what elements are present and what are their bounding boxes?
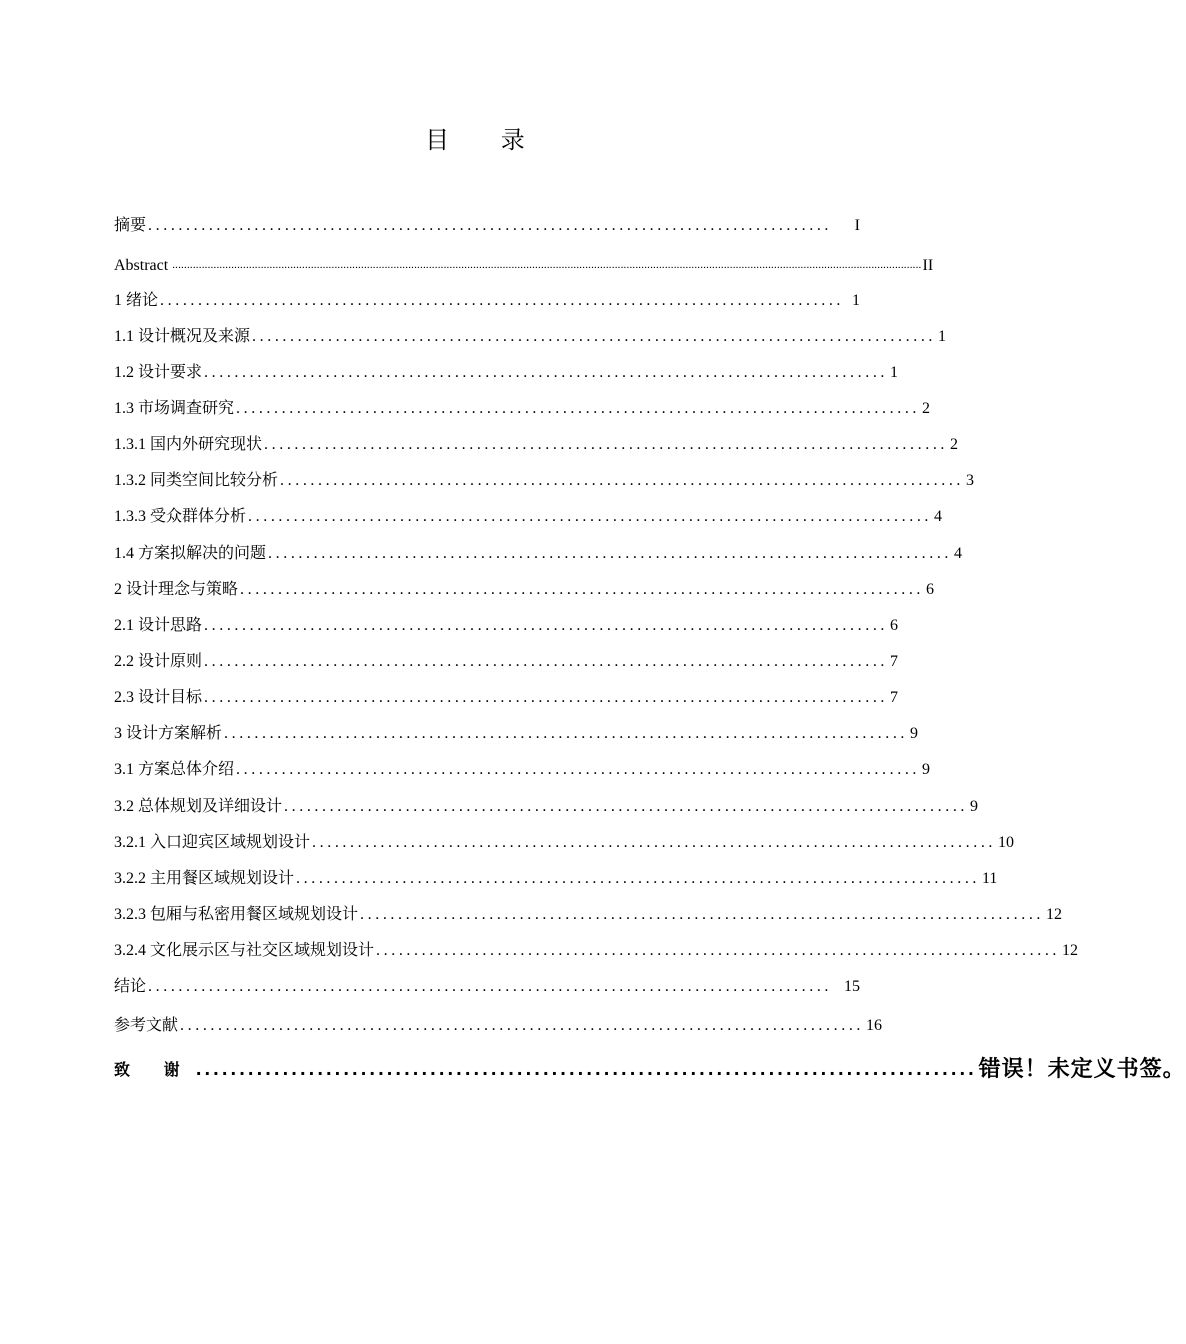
toc-entry-label: 参考文献	[114, 1017, 179, 1034]
toc-entry-page: 3	[966, 472, 975, 489]
dot-leader: ..........................................................................................	[204, 653, 889, 670]
toc-entry[interactable]	[114, 865, 998, 889]
dot-leader: ..........................................................................................	[236, 761, 921, 778]
toc-entry-label: 1.3.2 同类空间比较分析	[114, 472, 279, 489]
toc-entry-label: 3.1 方案总体介绍	[114, 761, 235, 778]
toc-entry-page: 2	[922, 400, 931, 417]
dot-leader: ..........................................................................................	[204, 689, 889, 706]
dot-leader: ..........................................................................................	[376, 942, 1061, 959]
dot-leader: ..........................................................................................	[204, 364, 889, 381]
dot-leader: ..........................................................................................	[160, 292, 845, 309]
dot-leader: ..........................................................................................	[264, 436, 949, 453]
dot-leader: ..........................................................................................	[296, 870, 981, 887]
toc-entry-page: 2	[950, 436, 959, 453]
toc-entry[interactable]	[114, 829, 1015, 853]
dot-leader: ..........................................................................................	[148, 978, 833, 995]
toc-entry-page: 4	[954, 545, 963, 562]
dot-leader: ..........................................................................................	[284, 798, 969, 815]
toc-title: 目 录	[425, 126, 547, 154]
toc-entry-page: 7	[890, 689, 899, 706]
toc-entry-label: 1.3.3 受众群体分析	[114, 508, 247, 525]
toc-entry-page: 15	[844, 978, 860, 995]
toc-entry-page: 9	[910, 725, 919, 742]
dot-leader: ..............................................................................................................................................................................................................................................................	[172, 259, 922, 271]
toc-entry-label: 1.3.1 国内外研究现状	[114, 436, 263, 453]
toc-entry-page: 4	[934, 508, 943, 525]
toc-entry[interactable]	[114, 212, 860, 236]
toc-entry-page: II	[922, 257, 934, 274]
toc-entry-acknowledgements[interactable]	[114, 1052, 1186, 1082]
dot-leader: ..........................................................................................	[195, 1060, 977, 1079]
toc-entry[interactable]	[114, 793, 979, 817]
toc-entry-page: 7	[890, 653, 899, 670]
toc-entry-label: 2.3 设计目标	[114, 689, 203, 706]
dot-leader: ..........................................................................................	[312, 834, 997, 851]
toc-entry[interactable]	[114, 359, 899, 383]
toc-entry-page: 16	[866, 1017, 883, 1034]
toc-entry-page: 11	[982, 870, 998, 887]
toc-entry-label: Abstract	[114, 257, 169, 274]
toc-entry[interactable]	[114, 973, 860, 997]
dot-leader: ..........................................................................................	[248, 508, 933, 525]
toc-entry[interactable]	[114, 1012, 883, 1036]
toc-entry-label: 1.1 设计概况及来源	[114, 328, 251, 345]
toc-entry[interactable]	[114, 612, 899, 636]
dot-leader: ..........................................................................................	[236, 400, 921, 417]
toc-entry-label: 1.3 市场调查研究	[114, 400, 235, 417]
toc-entry-label: 2.2 设计原则	[114, 653, 203, 670]
toc-entry-label: 1 绪论	[114, 292, 159, 309]
dot-leader: ..........................................................................................	[280, 472, 965, 489]
toc-entry-page: 9	[922, 761, 931, 778]
toc-entry[interactable]	[114, 756, 931, 780]
toc-entry-page: 1	[852, 292, 860, 309]
toc-entry[interactable]	[114, 503, 943, 527]
toc-entry-page: 1	[938, 328, 947, 345]
toc-entry-page: 6	[890, 617, 899, 634]
toc-entry-label: 1.4 方案拟解决的问题	[114, 545, 267, 562]
toc-entry[interactable]	[114, 252, 934, 276]
toc-entry[interactable]	[114, 648, 899, 672]
dot-leader: ..........................................................................................	[268, 545, 953, 562]
dot-leader: ..........................................................................................	[240, 581, 925, 598]
toc-entry-page: 1	[890, 364, 899, 381]
toc-entry-label: 结论	[114, 978, 147, 995]
toc-entry[interactable]	[114, 431, 959, 455]
dot-leader: ..........................................................................................	[252, 328, 937, 345]
toc-entry-label: 3.2.1 入口迎宾区域规划设计	[114, 834, 311, 851]
dot-leader: ..........................................................................................	[148, 217, 833, 234]
toc-entry[interactable]	[114, 323, 947, 347]
toc-entry-label: 2 设计理念与策略	[114, 581, 239, 598]
toc-entry[interactable]	[114, 287, 860, 311]
toc-entry[interactable]	[114, 901, 1063, 925]
toc-entry-label: 1.2 设计要求	[114, 364, 203, 381]
toc-entry[interactable]	[114, 467, 975, 491]
toc-entry[interactable]	[114, 576, 935, 600]
toc-entry-page: 9	[970, 798, 979, 815]
dot-leader: ..........................................................................................	[360, 906, 1045, 923]
dot-leader: ..........................................................................................	[180, 1017, 865, 1034]
dot-leader: ..........................................................................................	[224, 725, 909, 742]
toc-entry-label: 3.2 总体规划及详细设计	[114, 798, 283, 815]
toc-entry-label: 3 设计方案解析	[114, 725, 223, 742]
toc-entry-label: 2.1 设计思路	[114, 617, 203, 634]
toc-entry[interactable]	[114, 720, 919, 744]
dot-leader: ..........................................................................................	[204, 617, 889, 634]
toc-entry-page: 6	[926, 581, 935, 598]
toc-entry[interactable]	[114, 937, 1079, 961]
toc-entry[interactable]	[114, 684, 899, 708]
toc-entry-label: 3.2.2 主用餐区域规划设计	[114, 870, 295, 887]
toc-entry[interactable]	[114, 395, 931, 419]
toc-entry-page: I	[854, 217, 860, 234]
toc-entry-label: 3.2.4 文化展示区与社交区域规划设计	[114, 942, 375, 959]
toc-entry-page: 12	[1046, 906, 1063, 923]
toc-entry-label: 3.2.3 包厢与私密用餐区域规划设计	[114, 906, 359, 923]
toc-entry[interactable]	[114, 540, 963, 564]
toc-entry-label: 摘要	[114, 217, 147, 234]
toc-entry-page: 12	[1062, 942, 1079, 959]
bookmark-error-text: 错误！未定义书签。	[978, 1057, 1186, 1082]
toc-entry-page: 10	[998, 834, 1015, 851]
toc-entry-label: 致 谢	[114, 1060, 194, 1079]
